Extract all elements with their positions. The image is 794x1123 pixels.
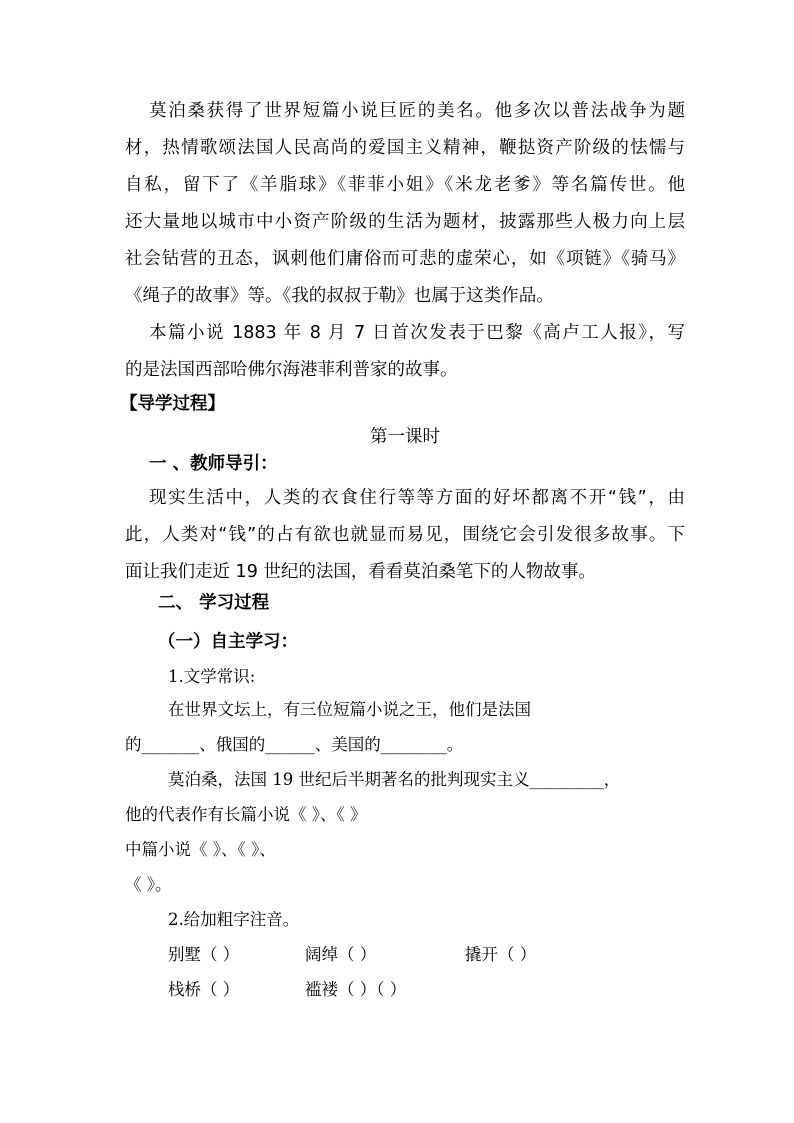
intro-p2-line-1: 本篇小说 1883 年 8 月 7 日首次发表于巴黎《高卢工人报》，写 [149, 323, 685, 343]
section-title: 【导学过程】 [120, 394, 225, 414]
q2-row1-item-1: 别墅（ ） [168, 945, 240, 964]
teacher-intro-line-3: 面让我们走近 19 世纪的法国，看看莫泊桑笔下的人物故事。 [125, 562, 596, 582]
intro-line-2: 材，热情歌颂法国人民高尚的爱国主义精神，鞭挞资产阶级的怯懦与 [125, 138, 685, 158]
q2-row2-item-1: 栈桥（ ） [168, 980, 240, 999]
teacher-intro-line-2: 此，人类对“钱”的占有欲也就显而易见，围绕它会引发很多故事。下 [125, 525, 685, 545]
intro-line-3: 自私，留下了《羊脂球》《菲菲小姐》《米龙老爹》等名篇传世。他 [125, 175, 685, 195]
q1-label: 1.文学常识: [168, 667, 256, 686]
teacher-intro-heading: 一 、教师导引： [149, 454, 278, 474]
q1-line-5: 中篇小说《 》、《 》、 [125, 840, 276, 859]
self-study-heading: （一）自主学习： [158, 632, 298, 652]
q1-line-6: 《 》。 [125, 875, 172, 894]
q1-line-1: 在世界文坛上，有三位短篇小说之王，他们是法国 [168, 700, 531, 719]
q2-row1-item-2: 阔绰（ ） [305, 945, 377, 964]
q1-line-3: 莫泊桑，法国 19 世纪后半期著名的批判现实主义_________， [168, 770, 621, 789]
intro-line-6: 《绳子的故事》等。《我的叔叔于勒》也属于这类作品。 [125, 286, 554, 306]
q2-row2-item-2: 褴褛（ ）（ ） [305, 980, 407, 999]
intro-line-5: 社会钻营的丑态，讽刺他们庸俗而可悲的虚荣心，如《项链》《骑马》 [125, 249, 685, 269]
teacher-intro-line-1: 现实生活中，人类的衣食住行等等方面的好坏都离不开“钱”，由 [149, 488, 685, 508]
process-heading: 二、 学习过程 [158, 593, 270, 613]
lesson-title: 第一课时 [370, 427, 440, 447]
intro-line-1: 莫泊桑获得了世界短篇小说巨匠的美名。他多次以普法战争为题 [149, 101, 685, 121]
intro-p2-line-2: 的是法国西部哈佛尔海港菲利普家的故事。 [125, 360, 458, 380]
q1-line-2: 的_______、俄国的______、美国的________。 [125, 735, 464, 754]
q1-line-4: 他的代表作有长篇小说《 》、《 》 [125, 805, 367, 824]
q2-label: 2.给加粗字注音。 [168, 910, 300, 929]
q2-row1-item-3: 撬开（ ） [465, 945, 537, 964]
intro-line-4: 还大量地以城市中小资产阶级的生活为题材，披露那些人极力向上层 [125, 212, 685, 232]
